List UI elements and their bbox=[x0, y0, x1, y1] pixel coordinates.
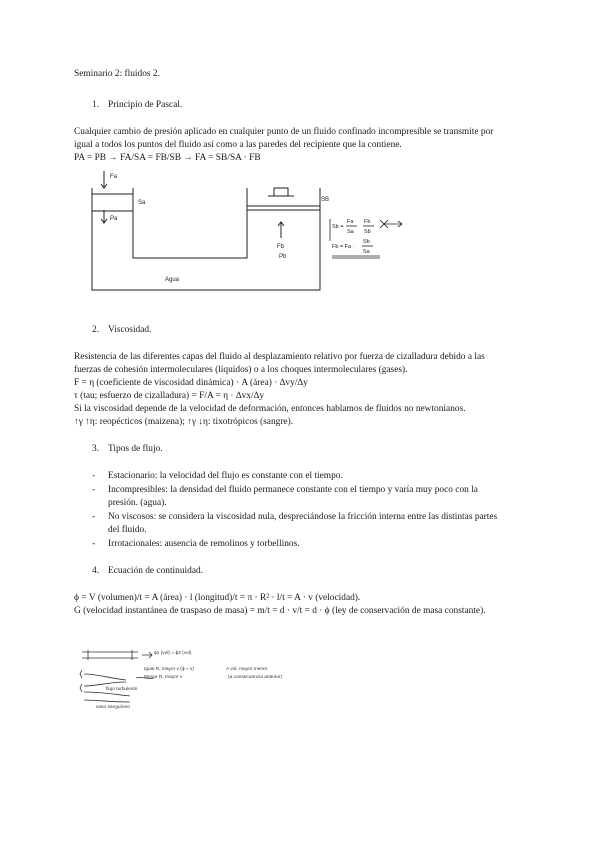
viscosity-line-2: fuerzas de cohesión intermoleculares (líquidos) o a los choques intermoleculares (gases). bbox=[74, 365, 408, 375]
note-5: (a consecuencia anterior) bbox=[228, 675, 283, 680]
list-item-text: Irrotacionales: ausencia de remolinos y torbellinos. bbox=[108, 539, 300, 549]
eq2-lhs: Fb = Fa · bbox=[332, 244, 355, 250]
viscosity-line-4: τ (tau; esfuerzo de cizalladura) = F/A = η · ∆vx/∆y bbox=[74, 391, 265, 401]
pascal-sketch bbox=[80, 168, 420, 298]
arrow-pa bbox=[101, 210, 107, 223]
arrow-fa bbox=[101, 171, 107, 188]
viscosity-line-1: Resistencia de las diferentes capas del fluido al desplazamiento relativo por fuerza de cizalladura debido a las bbox=[74, 352, 485, 362]
label-pb: Pb bbox=[279, 254, 287, 260]
list-dash: - bbox=[92, 485, 96, 495]
continuity-line-2: G (velocidad instantánea de traspaso de masa) = m/t = d · v/t = d · ϕ (ley de conservación de masa constante). bbox=[74, 606, 486, 616]
section-1-heading: Principio de Pascal. bbox=[108, 100, 183, 110]
label-pa: Pa bbox=[110, 216, 118, 222]
pascal-text-line-2: igual a todos los puntos del fluido así como a las paredes del recipiente que la contiene. bbox=[74, 140, 402, 150]
list-dash: - bbox=[92, 539, 96, 549]
label-sa: Sa bbox=[138, 200, 146, 206]
list-item-text-cont: del fluido. bbox=[108, 525, 147, 535]
weight-block bbox=[274, 188, 288, 196]
container-outline bbox=[92, 188, 320, 290]
label-sb: SB bbox=[321, 197, 330, 203]
arrow-fb bbox=[278, 222, 284, 238]
label-fb: Fb bbox=[277, 244, 285, 250]
viscosity-line-5: Si la viscosidad depende de la velocidad de deformación, entonces hablamos de fluidos no newtonianos. bbox=[74, 404, 466, 414]
eq1-f1-num: Fa bbox=[347, 219, 354, 225]
section-4-number: 4. bbox=[92, 566, 100, 576]
eq2-num: Sb bbox=[363, 239, 370, 245]
list-item-text: Estacionario: la velocidad del flujo es constante con el tiempo. bbox=[108, 471, 343, 481]
note-3: Menor R, mayor v bbox=[144, 675, 183, 680]
section-4-heading: Ecuación de continuidad. bbox=[108, 566, 204, 576]
eq1-f2-num: Fb bbox=[364, 219, 371, 225]
eq1-f2-den: Sb bbox=[364, 229, 371, 235]
note-1: ϕ1 (vol) = ϕ2 (vol) bbox=[154, 651, 192, 656]
eq1-f1-den: Sa bbox=[347, 229, 354, 235]
note-6: flujo turbulento bbox=[106, 687, 138, 692]
continuity-sketch bbox=[78, 640, 318, 712]
pascal-text-line-1: Cualquier cambio de presión aplicado en cualquier punto de un fluido confinado incompresible se transmite por bbox=[74, 127, 494, 137]
list-dash: - bbox=[92, 512, 96, 522]
document-title: Seminario 2: fluidos 2. bbox=[74, 69, 160, 79]
viscosity-line-6: ↑γ ↑η: reopécticos (maizena); ↑γ ↓η: tixotrópicos (sangre). bbox=[74, 417, 294, 427]
list-dash: - bbox=[92, 471, 96, 481]
label-fa: Fa bbox=[110, 174, 118, 180]
label-agua: Agua bbox=[165, 277, 180, 283]
pascal-formula: PA = PB → FA/SA = FB/SB → FA = SB/SA · FB bbox=[74, 153, 261, 163]
inner-tube bbox=[133, 188, 247, 258]
list-item-text-cont: presión. (agua). bbox=[108, 498, 167, 508]
section-3-heading: Tipos de flujo. bbox=[108, 444, 163, 454]
section-1-number: 1. bbox=[92, 100, 100, 110]
note-4: A vol. mayor menor bbox=[226, 667, 268, 672]
arrow-right bbox=[142, 652, 152, 658]
vessel bbox=[84, 692, 130, 702]
list-item-text: No viscosos: se considera la viscosidad nula, despreciándose la fricción interna entre las distintas partes bbox=[108, 512, 498, 522]
section-2-number: 2. bbox=[92, 325, 100, 335]
tube-1 bbox=[82, 652, 138, 658]
eq2-den: Sa bbox=[363, 249, 370, 255]
list-item-text: Incompresibles: la densidad del fluido permanece constante con el tiempo y varía muy poco con la bbox=[108, 485, 478, 495]
eq1-lhs: Sb = bbox=[332, 224, 344, 230]
section-3-number: 3. bbox=[92, 444, 100, 454]
note-7: vaso sanguíneo bbox=[96, 705, 130, 710]
tube-narrow bbox=[84, 674, 126, 686]
note-2: Igual R, mayor v (ϕ = v) bbox=[144, 667, 195, 672]
section-2-heading: Viscosidad. bbox=[108, 325, 152, 335]
continuity-line-1: ϕ = V (volumen)/t = A (área) · l (longitud)/t = π · R² · l/t = A · v (velocidad). bbox=[74, 593, 361, 603]
viscosity-line-3: F = η (coeficiente de viscosidad dinámica) · A (área) · ∆vy/∆y bbox=[74, 378, 308, 388]
